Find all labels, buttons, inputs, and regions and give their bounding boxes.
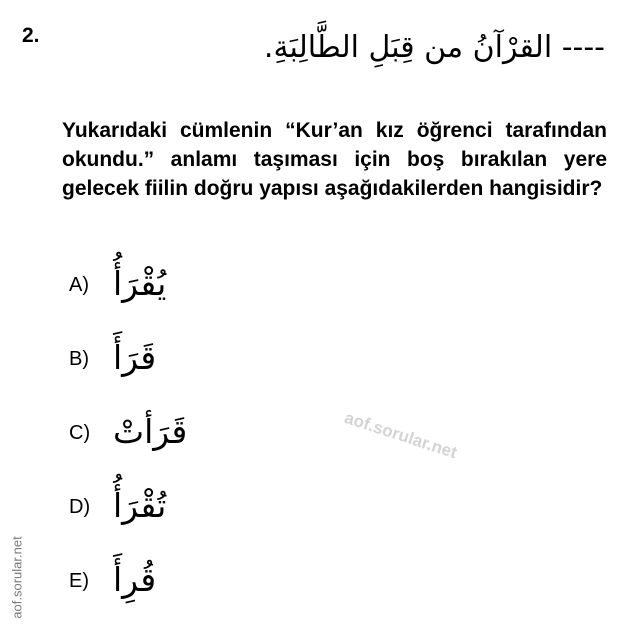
option-e-arabic: قُرِأَ (113, 560, 157, 599)
question-text: Yukarıdaki cümlenin “Kur’an kız öğrenci tarafından okundu.” anlamı taşıması için boş bırakılan yere gelecek fiilin doğru yapısı aşağıdakilerden hangisidir? (62, 119, 607, 200)
option-a[interactable] (69, 256, 329, 330)
option-d-label: D) (69, 496, 91, 518)
option-d[interactable] (69, 478, 329, 552)
arabic-sentence: ---- القرْآنُ من قِبَلِ الطَّالِبَةِ. (263, 30, 605, 65)
watermark-side: aof.sorular.net (9, 536, 25, 619)
answer-options (69, 256, 329, 626)
option-e-label: E) (69, 570, 89, 592)
option-b-arabic: قَرَأَ (113, 338, 157, 377)
option-a-arabic: يُقْرَأُ (113, 264, 167, 303)
option-e[interactable] (69, 552, 329, 626)
option-c-arabic: قَرَأتْ (113, 412, 188, 451)
option-b-label: B) (69, 348, 89, 370)
option-d-arabic: تُقْرَأُ (113, 486, 167, 525)
option-c-label: C) (69, 422, 91, 444)
question-number: 2. (22, 24, 40, 47)
option-b[interactable] (69, 330, 329, 404)
watermark-center: aof.sorular.net (342, 408, 460, 463)
option-c[interactable] (69, 404, 329, 478)
option-a-label: A) (69, 274, 89, 296)
